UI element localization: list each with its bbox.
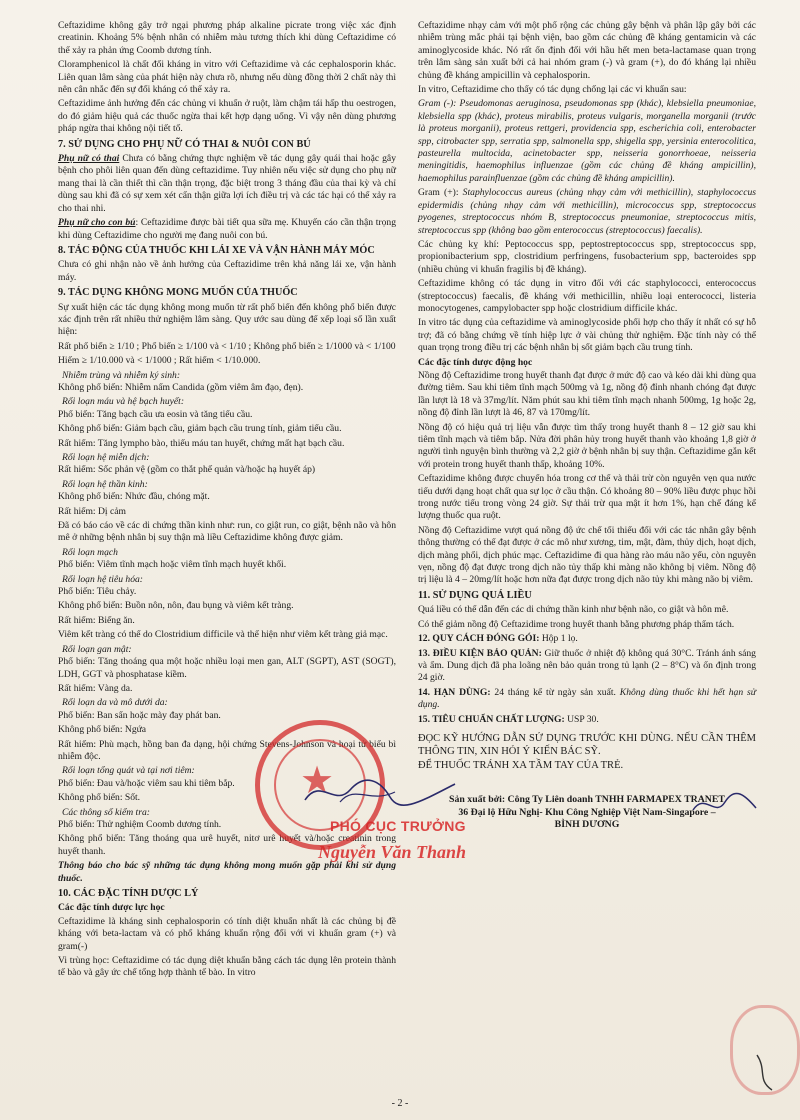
paragraph — [58, 153, 396, 215]
subsection-label: Các thông số kiểm tra: — [62, 806, 150, 818]
gram-negative-list: Pseudomonas aeruginosa, pseudomonas spp (khác), klebsiella pneumoniae, klebsiella spp (khác), proteus mirabilis, proteus vulgaris, morganella morganii (trước là proteus morganii), proteus rettgeri, providencia spp, escherichia coli, enterobacter spp, citrobacter spp, serratia spp, salmonella spp, shigella spp, yersinia enterocolitica, pasteurella multocida, acinetobacter spp, neisseria gonorrhoeae, neisseria meningitidis, haemophilus influenzae (gồm các chủng đề kháng ampicillin), haemophilus parainfluenzae (gồm các chủng đề kháng ampicillin). — [418, 98, 756, 184]
subsection-label: Rối loạn da và mô dưới da: — [62, 697, 168, 709]
section-heading-12: 12. QUY CÁCH ĐÓNG GÓI: — [418, 633, 540, 645]
paragraph: Ceftazidime là kháng sinh cephalosporin có tính diệt khuẩn nhất là các chủng bị đề kháng với beta-lactam và có phổ kháng khuẩn rộng đối với vi khuẩn gram (+) và gram(-) — [58, 915, 396, 952]
subsection-label: Rối loạn hệ tiêu hóa: — [62, 573, 143, 585]
list-item: Rất hiếm: Dị cảm — [58, 505, 126, 517]
section-heading-7: 7. SỬ DỤNG CHO PHỤ NỮ CÓ THAI & NUÔI CON BÚ — [58, 138, 311, 150]
stamp-name: Nguyễn Văn Thanh — [318, 842, 467, 862]
list-item: Phổ biến: Tiêu chảy. — [58, 586, 137, 598]
standard-text: USP 30. — [564, 713, 599, 725]
paragraph: Nồng độ có hiệu quả trị liệu vẫn được tìm thấy trong huyết thanh 8 – 12 giờ sau khi tiêm tĩnh mạch và tiêm bắp. Nửa đời phân hủy trong huyết thanh vào khoảng 1,8 giờ ở người tình nguyện bình thường và 2,2 giờ ở bệnh nhân bị suy thận. Ceftazidime gắn kết với protein trong huyết thanh thấp, khoảng 10%. — [418, 421, 756, 470]
partial-seal — [730, 1005, 800, 1095]
section-heading-15: 15. TIÊU CHUẨN CHẤT LƯỢNG: — [418, 713, 565, 725]
list-item: Không phổ biến: Ngứa — [58, 724, 147, 736]
list-item: Không phổ biến: Buồn nôn, nôn, đau bụng và viêm kết tràng. — [58, 600, 294, 612]
expiry-note: Không dùng thuốc khi hết hạn sử dụng. — [418, 686, 756, 711]
paragraph: In vitro, Ceftazidime cho thấy có tác dụng chống lại các vi khuẩn sau: — [418, 84, 687, 96]
stamp-title: PHÓ CỤC TRƯỞNG — [330, 818, 466, 834]
paragraph — [58, 217, 396, 242]
list-item: Rất hiếm: Vàng da. — [58, 682, 133, 694]
subsection-label: Rối loạn tổng quát và tại nơi tiêm: — [62, 765, 195, 777]
list-item: Phổ biến: Tăng thoáng qua một hoặc nhiều loại men gan, ALT (SGPT), AST (SOGT), LDH, GGT và phosphatase kiềm. — [58, 656, 396, 680]
subsection-label: Rối loạn gan mật: — [62, 643, 132, 655]
paragraph: Chưa có ghi nhận nào về ảnh hưởng của Ceftazidime trên khả năng lái xe, vận hành máy. — [58, 259, 396, 283]
storage-line — [418, 648, 756, 685]
paragraph: Quá liều có thể dẫn đến các di chứng thần kinh như bệnh não, co giật và hôn mê. — [418, 604, 729, 616]
page-number: - 2 - — [391, 1098, 409, 1109]
paragraph: Nồng độ Ceftazidime vượt quá nồng độ ức chế tối thiểu đối với các tác nhân gây bệnh thông thường có thể đạt được ở các mô như xương, tim, mật, đàm, thủy dịch, hoạt dịch, dịch màng phổi, dịch phúc mạc. Ceftazidime đi qua hàng rào máu não yếu, còn nguyên vẹn, nồng độ đạt được trong dịch não tủy thấp khi màng não không bị viêm. Nồng độ trị liệu là 4 – 20mg/lít hoặc hơn nữa đạt được trong dịch não tủy khi màng não bị viêm. — [418, 524, 756, 586]
paragraph: In vitro tác dụng của ceftazidime và aminoglycoside phối hợp cho thấy ít nhất có sự hỗ trợ; đã có bằng chứng về tính hiệp lực ở vài chủng thử nghiệm. Đặc tính này có thể quan trọng trong điều trị các bệnh nhân bị sốt giảm bạch cầu trung tính. — [418, 317, 756, 354]
storage-text: Giữ thuốc ở nhiệt độ không quá 30°C. Tránh ánh sáng và ẩm. Dung dịch đã pha loãng nên bảo quản trong tủ lạnh (2 – 8°C) và ổn định trong 24 giờ. — [418, 647, 756, 684]
manufacturer-line-3: BÌNH DƯƠNG — [554, 819, 620, 831]
paragraph: Ceftazidime không có tác dụng in vitro đối với các staphylococci, enterococcus (streptococcus) faecalis, đề kháng với methicillin, nhiều loại enterococci, listeria monocytogenes, campylobacter spp hoặc clostridium difficile khác. — [418, 278, 756, 314]
paragraph: Ceftazidime không gây trở ngại phương pháp alkaline picrate trong việc xác định creatinin. Khoảng 5% bệnh nhân có nhiễm màu tương thích khi dùng Ceftazidime có thể xảy ra phản ứng Coomb dương tính. — [58, 20, 396, 56]
list-item: Rất hiếm: Tăng lympho bào, thiếu máu tan huyết, chứng mất hạt bạch cầu. — [58, 437, 345, 449]
list-item: Đã có báo cáo về các di chứng thần kinh như: run, co giật run, co giật, bệnh não và hôn mê ở những bệnh nhân bị suy thận mà liều Ceftazidime không được giảm. — [58, 520, 396, 544]
subsection-label: Rối loạn hệ thần kinh: — [62, 478, 148, 490]
paragraph: Ceftazidime không được chuyển hóa trong cơ thể và thải trừ còn nguyên vẹn qua nước tiểu dưới dạng hoạt chất qua sự lọc ở cầu thận. Có khoảng 80 – 90% liều được phục hồi trong nước tiểu trong vòng 24 giờ. Sự thải trừ qua mật ít hơn 1%, hạn chế đáng kể lượng thuốc qua ruột. — [418, 473, 756, 522]
paragraph: Vi trùng học: Ceftazidime có tác dụng diệt khuẩn bằng cách tác dụng lên protein thành tế bào và gây ức chế tổng hợp thành tế bào. In vitro — [58, 955, 396, 979]
list-item: Không phổ biến: Nhức đầu, chóng mặt. — [58, 491, 210, 503]
section-heading-13: 13. ĐIỀU KIỆN BẢO QUẢN: — [418, 647, 542, 659]
list-item: Không phổ biến: Sốt. — [58, 792, 141, 804]
paragraph: Ceftazidime nhạy cảm với một phổ rộng các chủng gây bệnh và phân lập gây bởi các nhiễm trùng mắc phải tại bệnh viện, bao gồm các chủng đề kháng gentamicin và các aminoglycoside khác. Nó rất ổn định đối với hầu hết men beta-lactamase quan trọng trên lâm sàng sản xuất bởi cả hai nhóm gram (-) và gram (+), do đó kháng lại nhiều chủng đề kháng ampicillin và cephalosporin. — [418, 20, 756, 81]
gram-positive-label: Gram (+): — [418, 187, 459, 199]
list-item: Không phổ biến: Nhiễm nấm Candida (gồm viêm âm đạo, đẹn). — [58, 381, 304, 393]
paragraph: Cloramphenicol là chất đối kháng in vitro với Ceftazidime và các cephalosporin khác. Liên quan lâm sàng của phát hiện này chưa rõ, nhưng nếu dùng đồng thời 2 chất này thì nên cân nhắc đến sự đối kháng có thể xảy ra. — [58, 59, 396, 96]
warning-read-instructions: ĐỌC KỸ HƯỚNG DẪN SỬ DỤNG TRƯỚC KHI DÙNG. NẾU CẦN THÊM THÔNG TIN, XIN HỎI Ý KIẾN BÁC SỸ. — [418, 732, 756, 757]
paragraph — [418, 187, 756, 237]
standard-line — [418, 714, 756, 726]
list-item: Không phổ biến: Giảm bạch cầu, giảm bạch cầu trung tính, giảm tiểu cầu. — [58, 423, 342, 435]
list-item: Rất hiếm: Biếng ăn. — [58, 614, 135, 626]
right-column — [418, 20, 756, 832]
paragraph: Sự xuất hiện các tác dụng không mong muốn từ rất phổ biến đến không phổ biến được xác định trên rất nhiều thử nghiệm lâm sàng. Quy ước sau dùng để xếp loại số lần xuất hiện: — [58, 301, 396, 338]
subsection-heading: Các đặc tính dược lực học — [58, 902, 165, 914]
list-item: Phổ biến: Tăng bạch cầu ưa eosin và tăng tiểu cầu. — [58, 408, 253, 420]
pregnancy-text: Chưa có bằng chứng thực nghiệm về tác dụng gây quái thai hoặc gây bệnh cho phôi liên quan đến dùng ceftazidime. Tuy nhiên nếu việc sử dụng cho phụ nữ mang thai là cần thiết thì cần thận trọng, đặc biệt trong 3 tháng đầu của thai kỳ và chỉ dùng sau khi đã có sự xem xét cẩn thận giữa lợi ích điều trị và các tác hại có thể xảy ra cho thai nhi. — [58, 153, 396, 214]
packaging-text: Hộp 1 lọ. — [539, 633, 578, 645]
pregnancy-label: Phụ nữ có thai — [58, 153, 120, 165]
subsection-label: Nhiễm trùng và nhiễm ký sinh: — [62, 369, 181, 381]
breastfeeding-label: Phụ nữ cho con bú — [58, 217, 136, 229]
paragraph: Có thể giảm nồng độ Ceftazidime trong huyết thanh bằng phương pháp thẩm tách. — [418, 618, 735, 630]
list-item: Phổ biến: Viêm tĩnh mạch hoặc viêm tĩnh mạch huyết khối. — [58, 559, 287, 571]
section-heading-8: 8. TÁC ĐỘNG CỦA THUỐC KHI LÁI XE VÀ VẬN HÀNH MÁY MÓC — [58, 244, 375, 256]
paragraph: Hiếm ≥ 1/10.000 và < 1/1000 ; Rất hiếm < 1/10.000. — [58, 355, 261, 367]
subsection-label: Rối loạn hệ miễn dịch: — [62, 452, 150, 463]
list-item: Viêm kết tràng có thể do Clostridium difficile và thể hiện như viêm kết tràng giả mạc. — [58, 629, 388, 641]
paragraph — [418, 98, 756, 185]
list-item: Phổ biến: Ban sẩn hoặc mày đay phát ban. — [58, 709, 221, 721]
gram-negative-label: Gram (-): — [418, 98, 457, 110]
expiry-line — [418, 687, 756, 712]
section-heading-9: 9. TÁC DỤNG KHÔNG MONG MUỐN CỦA THUỐC — [58, 287, 298, 299]
subsection-label: Rối loạn máu và hệ bạch huyết: — [62, 396, 185, 408]
packaging-line — [418, 633, 756, 645]
list-item: Rất hiếm: Phù mạch, hồng ban đa dạng, hội chứng Stevens-Johnson và hoại tử biểu bì nhiễm độc. — [58, 738, 396, 762]
subsection-label: Rối loạn mạch — [62, 546, 118, 558]
breastfeeding-text: : Ceftazidime được bài tiết qua sữa mẹ. Khuyến cáo cần thận trọng khi dùng Ceftazidime cho người mẹ đang nuôi con bú. — [58, 217, 396, 241]
paragraph: Nồng độ Ceftazidime trong huyết thanh đạt được ở mức độ cao và kéo dài khi dùng qua đường tiêm. Sau khi tiêm tĩnh mạch 500mg và 1g, nồng độ đỉnh nhanh chóng đạt được lần lượt là 18 và 37mg/lít. Năm phút sau khi tiêm tĩnh mạch nhanh 500mg, 1g hoặc 2g, nồng độ đỉnh lần lượt là 46, 87 và 170mg/lít. — [418, 369, 756, 419]
section-heading-14: 14. HẠN DÙNG: — [418, 686, 491, 698]
expiry-text: 24 tháng kể từ ngày sản xuất. — [490, 686, 620, 698]
section-heading-11: 11. SỬ DỤNG QUÁ LIỀU — [418, 589, 532, 601]
warning-children: ĐỂ THUỐC TRÁNH XA TẦM TAY CỦA TRẺ. — [418, 759, 624, 771]
star-icon: ★ — [300, 758, 335, 802]
manufacturer-line-1: Sản xuất bởi: Công Ty Liên doanh TNHH FARMAPEX TRANET — [449, 794, 725, 806]
manufacturer-line-2: 36 Đại lộ Hữu Nghị- Khu Công Nghiệp Việt Nam-Singapore – — [458, 806, 716, 818]
section-heading-10: 10. CÁC ĐẶC TÍNH DƯỢC LÝ — [58, 888, 199, 899]
paragraph: Các chủng kỵ khí: Peptococcus spp, peptostreptococcus spp, streptococcus spp, propionibacterium spp, clostridium perfringens, fusobacterium spp, bacteroides spp (nhiều chủng vi khuẩn fragilis bị đề kháng). — [418, 238, 756, 275]
list-item: Phổ biến: Đau và/hoặc viêm sau khi tiêm bắp. — [58, 777, 235, 789]
subsection-heading: Các đặc tính dược động học — [418, 356, 533, 368]
list-item: Rất hiếm: Sốc phản vệ (gồm co thắt phế quản và/hoặc hạ huyết áp) — [58, 464, 316, 476]
gram-positive-list: Staphylococcus aureus (chủng nhạy cảm với methicillin), staphylococcus epidermidis (chủng nhạy cảm với methicillin), micrococcus spp, streptococcus pyogenes, streptococcus nhóm B, streptococcus pneumoniae, streptococcus mitis, streptococcus spp (không bao gồm enterococcus (streptococcus) faecalis). — [418, 187, 756, 236]
list-item: Phổ biến: Thử nghiệm Coomb dương tính. — [58, 818, 222, 830]
paragraph: Ceftazidime ảnh hưởng đến các chủng vi khuẩn ở ruột, làm chậm tái hấp thu oestrogen, do đó giảm hiệu quả các thuốc ngừa thai kết hợp dạng uống. Vì vậy nên dùng phương pháp ngừa thai không nội tiết tố. — [58, 98, 396, 135]
paragraph: Rất phổ biến ≥ 1/10 ; Phổ biến ≥ 1/100 và < 1/10 ; Không phổ biến ≥ 1/1000 và < 1/100 — [58, 340, 396, 352]
warning-note: Thông báo cho bác sỹ những tác dụng không mong muốn gặp phải khi sử dụng thuốc. — [58, 860, 396, 884]
list-item: Không phổ biến: Tăng thoáng qua urê huyết, nitơ urê huyết và/hoặc creatinin trong huyết thanh. — [58, 833, 396, 857]
